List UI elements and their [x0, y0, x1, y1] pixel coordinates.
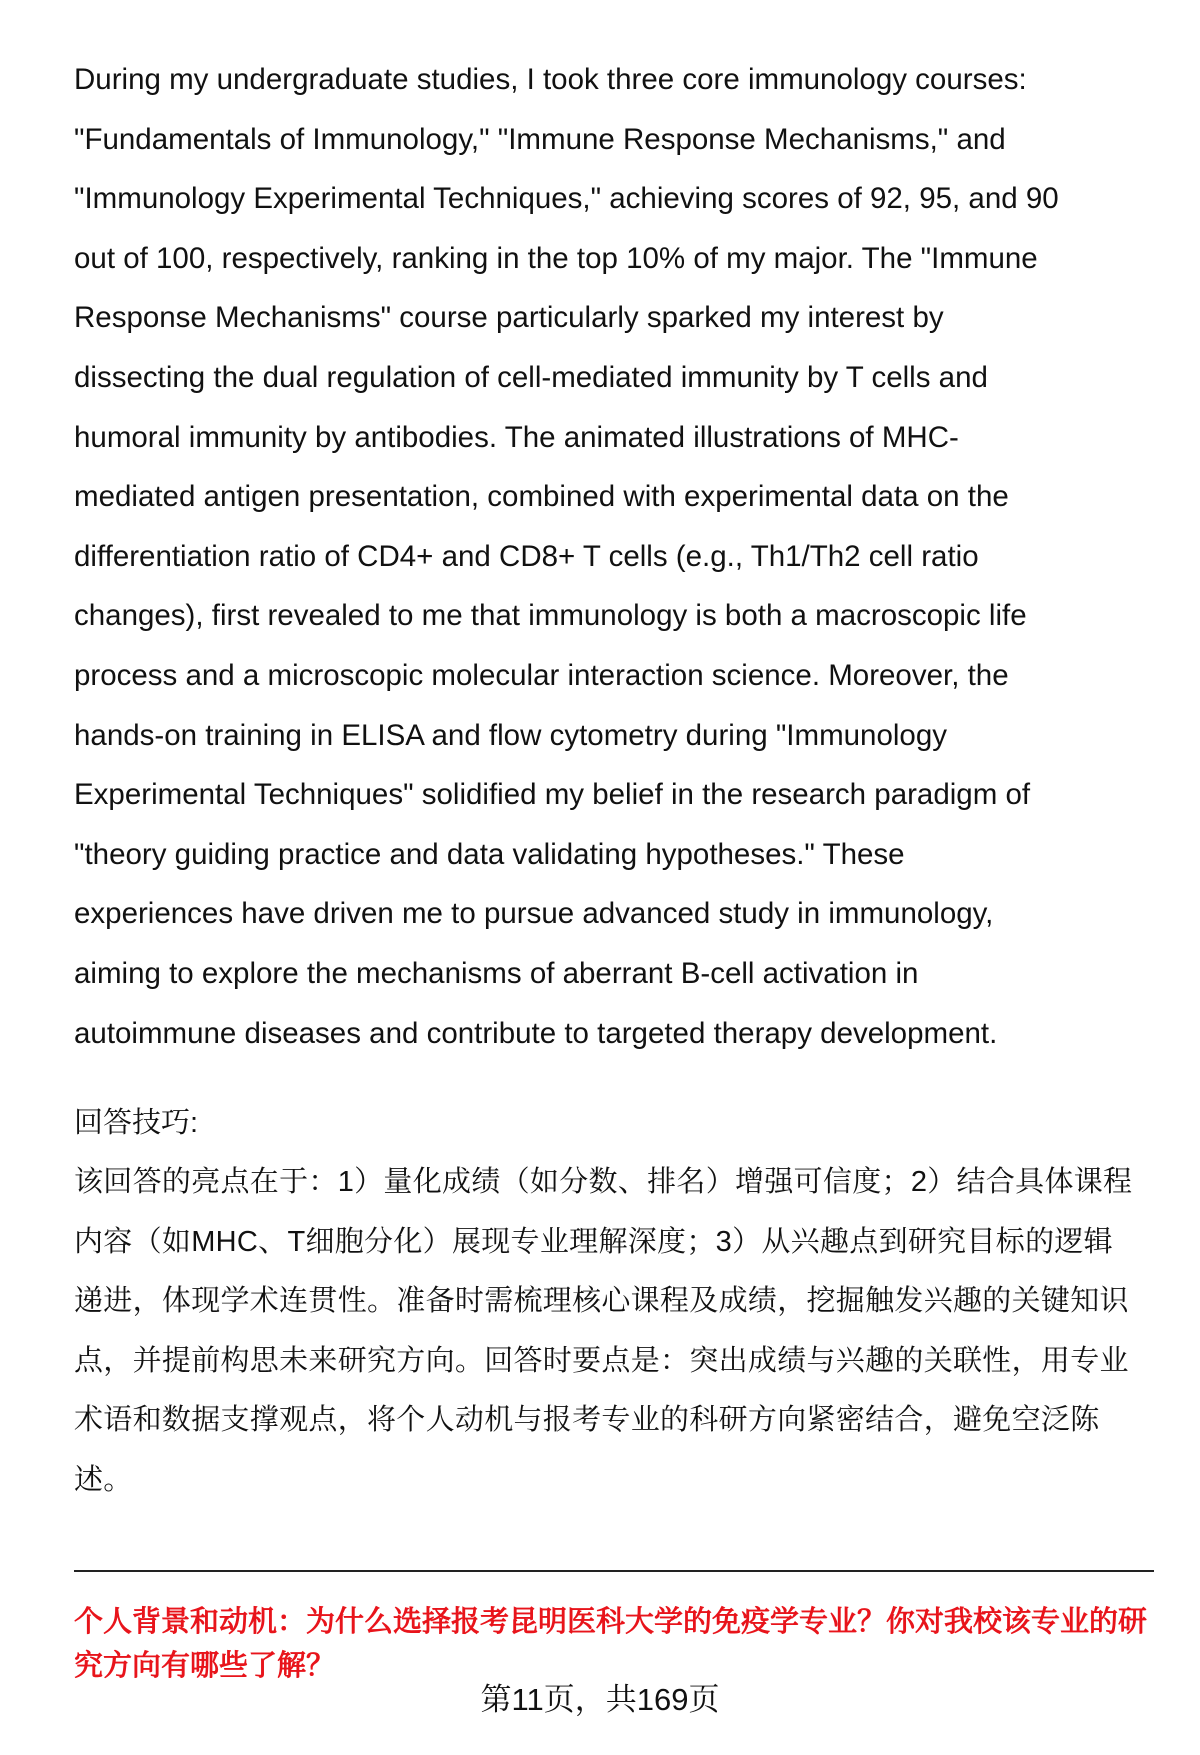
tips-label: 回答技巧:: [74, 1107, 199, 1139]
text-line: "Immunology Experimental Techniques," achieving scores of 92, 95, and 90: [74, 182, 1059, 216]
text-line: mediated antigen presentation, combined with experimental data on the: [74, 480, 1009, 514]
text-line: process and a microscopic molecular interaction science. Moreover, the: [74, 658, 1009, 692]
text-line: hands-on training in ELISA and flow cytometry during "Immunology: [74, 718, 947, 752]
text-line: 点，并提前构思未来研究方向。回答时要点是：突出成绩与兴趣的关联性，用专业: [74, 1344, 1129, 1377]
text-line: experiences have driven me to pursue advanced study in immunology,: [74, 897, 994, 931]
text-line: 该回答的亮点在于：1）量化成绩（如分数、排名）增强可信度；2）结合具体课程: [74, 1166, 1133, 1198]
text-line: differentiation ratio of CD4+ and CD8+ T cells (e.g., Th1/Th2 cell ratio: [74, 539, 979, 573]
text-line: out of 100, respectively, ranking in the top 10% of my major. The "Immune: [74, 241, 1038, 275]
text-line: 述。: [74, 1463, 133, 1496]
answer-paragraph: [74, 50, 1164, 1063]
text-line: 递进，体现学术连贯性。准备时需梳理核心课程及成绩，挖掘触发兴趣的关键知识: [74, 1285, 1129, 1318]
text-line: aiming to explore the mechanisms of aberrant B-cell activation in: [74, 956, 919, 990]
text-line: Experimental Techniques" solidified my belief in the research paradigm of: [74, 778, 1031, 812]
text-line: autoimmune diseases and contribute to targeted therapy development.: [74, 1016, 998, 1050]
text-line: dissecting the dual regulation of cell-mediated immunity by T cells and: [74, 360, 988, 394]
text-line: humoral immunity by antibodies. The animated illustrations of MHC-: [74, 420, 959, 454]
text-line: 内容（如MHC、T细胞分化）展现专业理解深度；3）从兴趣点到研究目标的逻辑: [74, 1225, 1113, 1258]
text-line: "theory guiding practice and data validating hypotheses." These: [74, 837, 905, 871]
page-number: 第11页，共169页: [480, 1682, 720, 1717]
divider: [74, 1570, 1154, 1572]
text-line: During my undergraduate studies, I took three core immunology courses:: [74, 63, 1027, 96]
text-line: "Fundamentals of Immunology," "Immune Response Mechanisms," and: [74, 122, 1006, 156]
text-line: changes), first revealed to me that immunology is both a macroscopic life: [74, 599, 1027, 633]
text-line: 术语和数据支撑观点，将个人动机与报考专业的科研方向紧密结合，避免空泛陈: [74, 1404, 1100, 1437]
text-line: Response Mechanisms" course particularly sparked my interest by: [74, 301, 944, 335]
next-question-heading: 个人背景和动机：为什么选择报考昆明医科大学的免疫学专业？你对我校该专业的研究方向有哪些了解？: [74, 1606, 1148, 1682]
tips-paragraph: [74, 1153, 1164, 1511]
